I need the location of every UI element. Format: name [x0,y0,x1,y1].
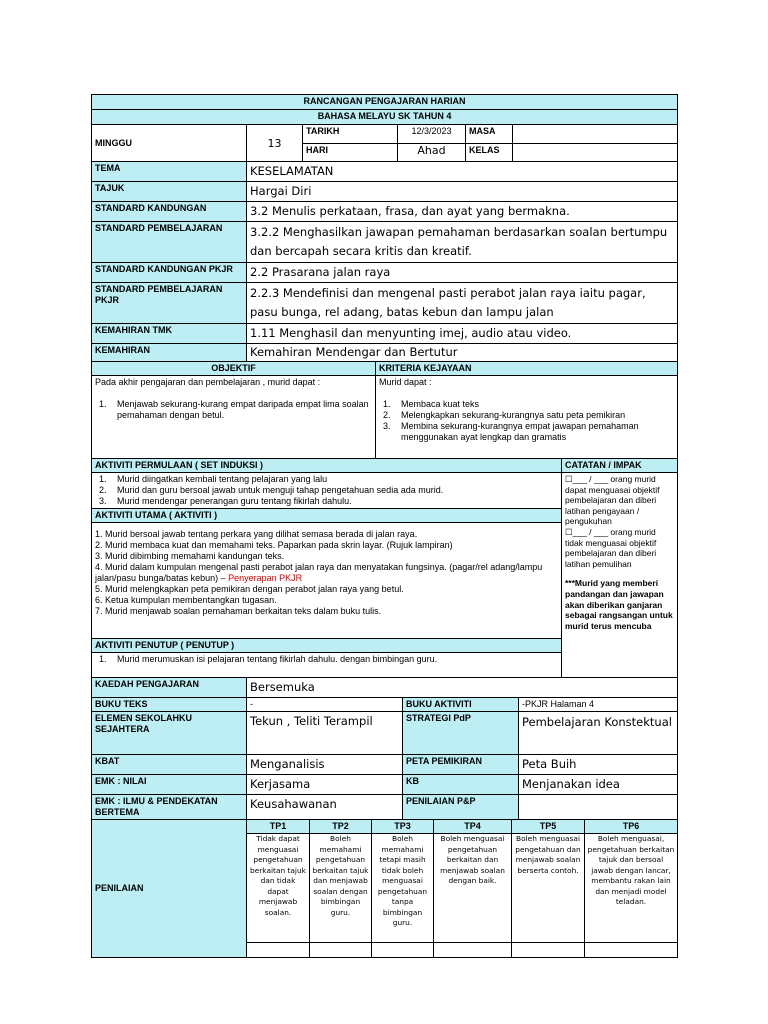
list-text: Murid dan guru bersoal jawab untuk menguji tahap pengetahuan sedia ada murid. [117,485,444,495]
permulaan-body [92,473,562,509]
kemahiran-tmk-value: 1.11 Menghasil dan menyunting imej, audio atau video. [247,324,678,344]
page-subtitle: BAHASA MELAYU SK TAHUN 4 [92,110,678,125]
utama-step-4-text: 4. Murid dalam kumpulan mengenal pasti perabot jalan raya dan menyatakan fungsinya. (pagar/rel adang/lampu jalan/pasu bunga/batas kebun) – [95,562,543,583]
permulaan-item [95,474,558,485]
kriteria-intro: Murid dapat : [379,377,432,387]
list-number: 1. [99,474,107,484]
penutup-item [95,654,558,665]
list-number: 1. [99,654,107,664]
standard-pembelajaran-pkjr-value: 2.2.3 Mendefinisi dan mengenal pasti perabot jalan raya iaitu pagar, pasu bunga, rel adang, batas kebun dan lampu jalan [247,283,678,324]
emk-nilai-label: EMK : NILAI [92,775,247,795]
list-number: 3. [99,496,107,506]
utama-body [92,523,562,639]
kriteria-item [379,399,674,410]
utama-step-6: 6. Ketua kumpulan membentangkan tugasan. [95,595,277,605]
penilaian-table [91,819,678,958]
tema-label: TEMA [92,162,247,182]
objektif-body [92,376,376,459]
emk-ilmu-label: EMK : ILMU & PENDEKATAN BERTEMA [92,795,247,820]
utama-heading: AKTIVITI UTAMA ( AKTIVITI ) [92,509,562,523]
strategi-value: Pembelajaran Konstektual [519,712,678,755]
standard-kandungan-pkjr-label: STANDARD KANDUNGAN PKJR [92,263,247,283]
tp6-heading: TP6 [585,820,678,834]
kelas-label: KELAS [466,143,513,162]
kb-label: KB [403,775,519,795]
kbat-label: KBAT [92,755,247,775]
kemahiran-value: Kemahiran Mendengar dan Bertutur [247,344,678,362]
buku-teks-value: - [247,698,403,712]
utama-step-4 [95,562,558,584]
kaedah-label: KAEDAH PENGAJARAN [92,678,247,698]
permulaan-item [95,496,558,507]
kaedah-value: Bersemuka [247,678,678,698]
buku-teks-label: BUKU TEKS [92,698,247,712]
kemahiran-label: KEMAHIRAN [92,344,247,362]
tp2-description: Boleh memahami pengetahuan berkaitan tajuk dan menjawab soalan dengan bimbingan guru. [310,834,372,943]
minggu-value: 13 [247,125,303,162]
objektif-heading: OBJEKTIF [92,362,376,376]
utama-step-2: 2. Murid membaca kuat dan memahami teks. Paparkan pada skrin layar. (Rujuk lampiran) [95,540,453,550]
utama-step-7: 7. Murid menjawab soalan pemahaman berkaitan teks dalam buku tulis. [95,606,382,616]
tp6-description: Boleh menguasai, pengetahuan berkaitan tajuk dan bersoal jawab dengan lancar, membantu rakan lain dan menjadi model teladan. [585,834,678,943]
utama-step-1: 1. Murid bersoal jawab tentang perkara yang dilihat semasa berada di jalan raya. [95,529,418,539]
kriteria-heading: KRITERIA KEJAYAAN [376,362,678,376]
permulaan-item [95,485,558,496]
kelas-value [513,143,678,162]
penyerapan-pkjr-note: Penyerapan PKJR [228,573,303,583]
utama-step-5: 5. Murid melengkapkan peta pemikiran dengan perabot jalan raya yang betul. [95,584,404,594]
tajuk-value: Hargai Diri [247,182,678,202]
objektif-intro: Pada akhir pengajaran dan pembelajaran , murid dapat : [95,377,321,387]
hari-value: Ahad [398,143,466,162]
tp3-description: Boleh memahami tetapi masih tidak boleh menguasai pengetahuan tanpa bimbingan guru. [372,834,434,943]
standard-pembelajaran-pkjr-label: STANDARD PEMBELAJARAN PKJR [92,283,247,324]
tp3-mark-cell [372,943,434,958]
kemahiran-tmk-label: KEMAHIRAN TMK [92,324,247,344]
penutup-body [92,653,562,678]
list-number: 3. [383,421,391,431]
lesson-plan-sheet [91,94,677,958]
emk-ilmu-value: Keusahawanan [247,795,403,820]
tp5-mark-cell [512,943,585,958]
list-number: 2. [99,485,107,495]
catatan-tidak-menguasai: ☐___ / ___ orang murid tidak menguasai objektif pembelajaran dan diberi latihan pemulihan [565,526,657,569]
kbat-value: Menganalisis [247,755,403,775]
tp6-mark-cell [585,943,678,958]
objektif-table [91,361,678,459]
standard-pembelajaran-value: 3.2.2 Menghasilkan jawapan pemahaman berdasarkan soalan bertumpu dan bercapah secara kritis dan kreatif. [247,222,678,263]
list-text: Murid mendengar penerangan guru tentang fikirlah dahulu. [117,496,352,506]
standard-pembelajaran-label: STANDARD PEMBELAJARAN [92,222,247,263]
penilaian-label: PENILAIAN [92,820,247,958]
tp3-heading: TP3 [372,820,434,834]
objektif-item [95,399,372,421]
tp1-description: Tidak dapat menguasai pengetahuan berkaitan tajuk dan tidak dapat menjawab soalan. [247,834,310,943]
list-text: Murid merumuskan isi pelajaran tentang fikirlah dahulu. dengan bimbingan guru. [117,654,438,664]
masa-label: MASA [466,125,513,144]
tp2-heading: TP2 [310,820,372,834]
kriteria-item [379,421,674,443]
tema-value: KESELAMATAN [247,162,678,182]
catatan-body [562,473,678,678]
penilaian-pp-label: PENILAIAN P&P [403,795,519,820]
permulaan-heading: AKTIVITI PERMULAAN ( SET INDUKSI ) [92,459,562,473]
list-text: Murid diingatkan kembali tentang pelajaran yang lalu [117,474,328,484]
catatan-ganjaran: ***Murid yang memberi pandangan dan jawapan akan diberikan ganjaran sebagai rangsangan untuk murid terus mencuba [565,578,673,631]
tarikh-value: 12/3/2023 [398,125,466,144]
list-text: Membaca kuat teks [401,399,480,409]
masa-value [513,125,678,144]
list-text: Membina sekurang-kurangnya empat jawapan pemahaman menggunakan ayat lengkap dan gramatis [401,421,639,442]
list-number: 2. [383,410,391,420]
strategi-label: STRATEGI PdP [403,712,519,755]
kb-value: Menjanakan idea [519,775,678,795]
tp5-heading: TP5 [512,820,585,834]
standard-kandungan-label: STANDARD KANDUNGAN [92,202,247,222]
tajuk-label: TAJUK [92,182,247,202]
peta-pemikiran-label: PETA PEMIKIRAN [403,755,519,775]
catatan-heading: CATATAN / IMPAK [562,459,678,473]
tarikh-label: TARIKH [303,125,398,144]
standard-kandungan-value: 3.2 Menulis perkataan, frasa, dan ayat yang bermakna. [247,202,678,222]
tp5-description: Boleh menguasai pengetahuan dan menjawab soalan berserta contoh. [512,834,585,943]
buku-aktiviti-value: -PKJR Halaman 4 [519,698,678,712]
bottom-table [91,677,678,820]
list-text: Melengkapkan sekurang-kurangnya satu peta pemikiran [401,410,626,420]
standards-table [91,161,678,362]
list-number: 1. [383,399,391,409]
list-number: 1. [99,399,107,409]
minggu-label: MINGGU [92,125,247,162]
activities-table [91,458,678,678]
list-text: Menjawab sekurang-kurang empat daripada empat lima soalan pemahaman dengan betul. [117,399,369,420]
hari-label: HARI [303,143,398,162]
tp2-mark-cell [310,943,372,958]
emk-nilai-value: Kerjasama [247,775,403,795]
elemen-label: ELEMEN SEKOLAHKU SEJAHTERA [92,712,247,755]
catatan-menguasai: ☐___ / ___ orang murid dapat menguasai objektif pembelajaran dan diberi latihan pengayaan / pengukuhan [565,474,660,527]
tp4-heading: TP4 [434,820,512,834]
utama-step-3: 3. Murid dibimbing memahami kandungan teks. [95,551,285,561]
penilaian-pp-value [519,795,678,820]
penutup-heading: AKTIVITI PENUTUP ( PENUTUP ) [92,639,562,653]
page-title: RANCANGAN PENGAJARAN HARIAN [92,95,678,110]
kriteria-body [376,376,678,459]
buku-aktiviti-label: BUKU AKTIVITI [403,698,519,712]
elemen-value: Tekun , Teliti Terampil [247,712,403,755]
standard-kandungan-pkjr-value: 2.2 Prasarana jalan raya [247,263,678,283]
peta-pemikiran-value: Peta Buih [519,755,678,775]
tp1-mark-cell [247,943,310,958]
header-table [91,94,678,162]
tp4-description: Boleh menguasai pengetahuan berkaitan dan menjawab soalan dengan baik. [434,834,512,943]
tp1-heading: TP1 [247,820,310,834]
tp4-mark-cell [434,943,512,958]
kriteria-item [379,410,674,421]
